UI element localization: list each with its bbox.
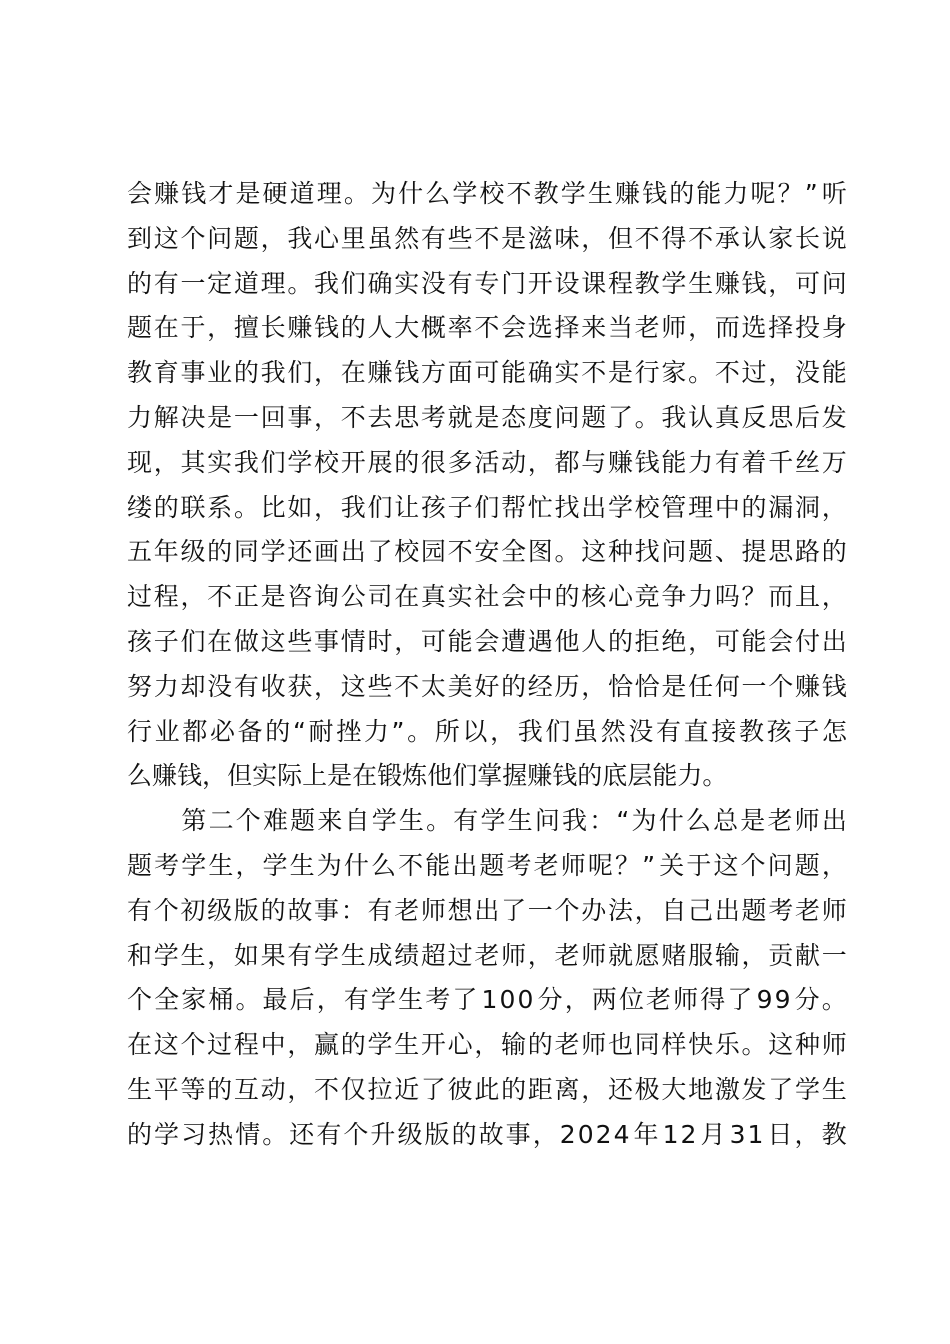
text-line-10: 过 程 ， 不 正 是 咨 询 公 司 在 真 实 社 会 中 的 核 心 竞 争 力 吗 ？ 而 且 ， <box>127 582 847 612</box>
text-line-22: 的 学 习 热 情 。 还 有 个 升 级 版 的 故 事 ， 2 0 2 4 年 1 2 月 3 1 日 ， 教 <box>127 1119 847 1149</box>
text-line-17: 有 个 初 级 版 的 故 事 ： 有 老 师 想 出 了 一 个 办 法 ， 自 己 出 题 考 老 师 <box>127 895 847 925</box>
text-line-21: 生 平 等 的 互 动 ， 不 仅 拉 近 了 彼 此 的 距 离 ， 还 极 大 地 激 发 了 学 生 <box>127 1074 847 1104</box>
text-line-14: 么 赚 钱 ， 但 实 际 上 是 在 锻 炼 他 们 掌 握 赚 钱 的 底 层 能 力 。 <box>127 761 728 791</box>
text-line-11: 孩 子 们 在 做 这 些 事 情 时 ， 可 能 会 遭 遇 他 人 的 拒 绝 ， 可 能 会 付 出 <box>127 626 847 656</box>
text-line-3: 的 有 一 定 道 理 。 我 们 确 实 没 有 专 门 开 设 课 程 教 学 生 赚 钱 ， 可 问 <box>127 268 847 298</box>
text-line-13: 行 业 都 必 备 的 “ 耐 挫 力 ” 。 所 以 ， 我 们 虽 然 没 有 直 接 教 孩 子 怎 <box>127 716 847 746</box>
text-line-4: 题 在 于 ， 擅 长 赚 钱 的 人 大 概 率 不 会 选 择 来 当 老 师 ， 而 选 择 投 身 <box>127 313 847 343</box>
text-line-9: 五 年 级 的 同 学 还 画 出 了 校 园 不 安 全 图 。 这 种 找 问 题 、 提 思 路 的 <box>127 537 847 567</box>
text-line-2: 到 这 个 问 题 ， 我 心 里 虽 然 有 些 不 是 滋 味 ， 但 不 得 不 承 认 家 长 说 <box>127 223 847 253</box>
text-line-12: 努 力 却 没 有 收 获 ， 这 些 不 太 美 好 的 经 历 ， 恰 恰 是 任 何 一 个 赚 钱 <box>127 671 847 701</box>
body-text <box>127 172 847 1158</box>
text-line-1: 会 赚 钱 才 是 硬 道 理 。 为 什 么 学 校 不 教 学 生 赚 钱 的 能 力 呢 ？ ” 听 <box>127 179 847 208</box>
text-line-19: 个 全 家 桶 。 最 后 ， 有 学 生 考 了 1 0 0 分 ， 两 位 老 师 得 了 9 9 分 。 <box>127 985 847 1015</box>
text-line-16: 题 考 学 生 ， 学 生 为 什 么 不 能 出 题 考 老 师 呢 ？ ” 关 于 这 个 问 题 ， <box>127 850 847 880</box>
text-line-15: 第 二 个 难 题 来 自 学 生 。 有 学 生 问 我 ： “ 为 什 么 总 是 老 师 出 <box>181 806 847 836</box>
text-line-20: 在 这 个 过 程 中 ， 赢 的 学 生 开 心 ， 输 的 老 师 也 同 样 快 乐 。 这 种 师 <box>127 1030 847 1060</box>
text-line-18: 和 学 生 ， 如 果 有 学 生 成 绩 超 过 老 师 ， 老 师 就 愿 赌 服 输 ， 贡 献 一 <box>127 940 847 970</box>
text-line-5: 教 育 事 业 的 我 们 ， 在 赚 钱 方 面 可 能 确 实 不 是 行 家 。 不 过 ， 没 能 <box>127 358 847 388</box>
text-line-6: 力 解 决 是 一 回 事 ， 不 去 思 考 就 是 态 度 问 题 了 。 我 认 真 反 思 后 发 <box>127 402 847 432</box>
text-line-8: 缕 的 联 系 。 比 如 ， 我 们 让 孩 子 们 帮 忙 找 出 学 校 管 理 中 的 漏 洞 ， <box>127 492 847 522</box>
text-line-7: 现 ， 其 实 我 们 学 校 开 展 的 很 多 活 动 ， 都 与 赚 钱 能 力 有 着 千 丝 万 <box>127 447 847 477</box>
